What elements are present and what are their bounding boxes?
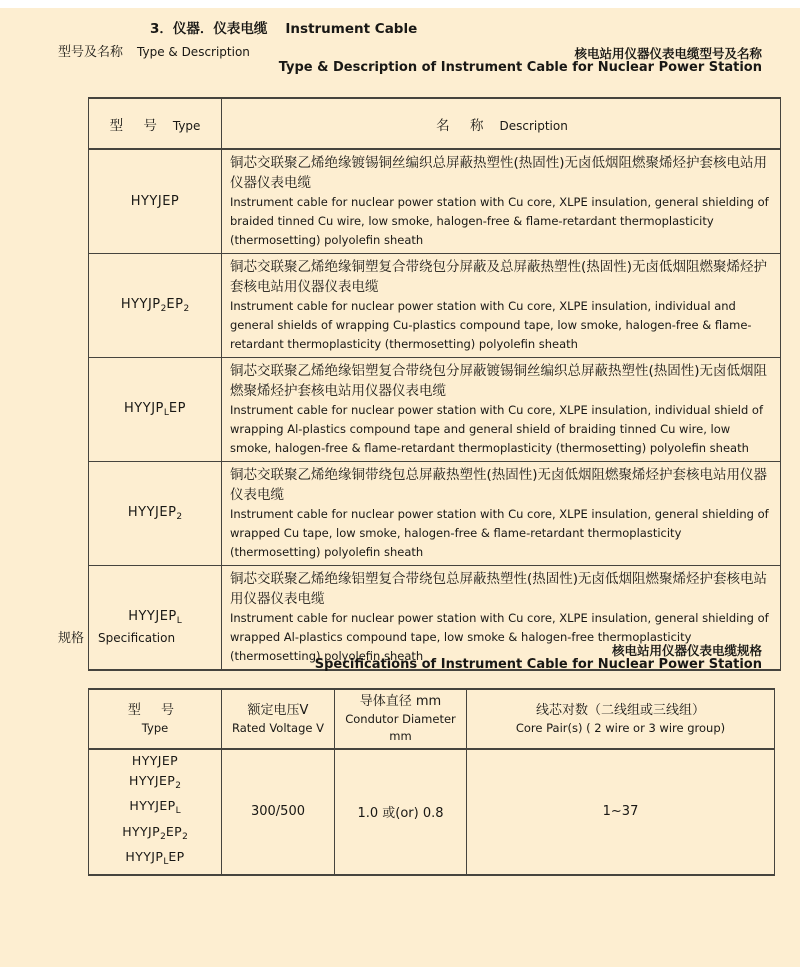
table-header-row — [89, 689, 775, 749]
section2-subtitle-en: Specifications of Instrument Cable for Nuclear Power Station — [314, 657, 762, 672]
page-title-en: Instrument Cable — [285, 21, 418, 37]
description-header-cn: 名 称 — [436, 117, 492, 134]
spec-data-row — [89, 749, 775, 875]
section1-subtitle-en: Type & Description of Instrument Cable for Nuclear Power Station — [278, 60, 762, 75]
section2-label — [58, 627, 175, 646]
description-cn: 铜芯交联聚乙烯绝缘铜带绕包总屏蔽热塑性(热固性)无卤低烟阻燃聚烯烃护套核电站用仪器仪表电缆 — [230, 467, 768, 503]
spec-rated-voltage: 300/500 — [222, 749, 335, 875]
page-title-cn: 3．仪器．仪表电缆 — [150, 21, 268, 37]
specification-table — [88, 688, 775, 876]
table-header-row — [89, 98, 781, 149]
type-description-table — [88, 97, 781, 671]
section2-label-cn: 规格 — [58, 631, 85, 646]
cable-description — [222, 254, 781, 358]
page-title — [150, 17, 417, 37]
cable-description — [222, 149, 781, 254]
spec-header-type-cn: 型 号 — [127, 702, 183, 718]
spec-header-diameter — [335, 689, 467, 749]
spec-type: $HYYJEP_2$ — [129, 772, 181, 791]
spec-type: $HYYJP_LEP$ — [125, 849, 185, 867]
section1-label-cn: 型号及名称 — [58, 45, 124, 60]
cable-type: HYYJEP — [89, 149, 222, 254]
description-cn: 铜芯交联聚乙烯绝缘铝塑复合带绕包总屏蔽热塑性(热固性)无卤低烟阻燃聚烯烃护套核电站用仪器仪表电缆 — [230, 571, 768, 607]
section1-subtitle-cn: 核电站用仪器仪表电缆型号及名称 — [574, 46, 762, 61]
spec-header-core-pairs-cn: 线芯对数（二线组或三线组） — [535, 702, 705, 718]
type-header-cn: 型 号 — [109, 117, 165, 134]
description-header-en: Description — [499, 118, 568, 133]
spec-header-voltage — [222, 689, 335, 749]
description-en: Instrument cable for nuclear power station with Cu core, XLPE insulation, individual shield of wrapping Al-plastics compound tape and general shield of braiding tinned Cu wire, low smoke, halogen-free & flame-retardant thermoplasticity (thermosetting) polyolefin sheath — [230, 403, 764, 455]
table-row — [89, 462, 781, 566]
description-cn: 铜芯交联聚乙烯绝缘铜塑复合带绕包分屏蔽及总屏蔽热塑性(热固性)无卤低烟阻燃聚烯烃护套核电站用仪器仪表电缆 — [230, 259, 768, 295]
spec-type: HYYJEP — [131, 753, 179, 768]
spec-header-type-en: Type — [141, 720, 169, 735]
spec-conductor-diameter: 1.0 或(or) 0.8 — [335, 749, 467, 875]
description-cn: 铜芯交联聚乙烯绝缘镀锡铜丝编织总屏蔽热塑性(热固性)无卤低烟阻燃聚烯烃护套核电站用仪器仪表电缆 — [230, 155, 768, 191]
description-en: Instrument cable for nuclear power station with Cu core, XLPE insulation, general shielding of wrapped Al-plastics compound tape, low smoke & halogen-free thermoplasticity (thermosetting) polyolefin sheath — [230, 611, 769, 663]
cable-type: $HYYJP_LEP$ — [89, 358, 222, 462]
spec-header-diameter-cn: 导体直径 mm — [359, 694, 442, 709]
spec-type: $HYYJEP_L$ — [129, 798, 181, 816]
description-column-header — [222, 98, 781, 149]
description-en: Instrument cable for nuclear power station with Cu core, XLPE insulation, general shielding of braided tinned Cu wire, low smoke, halogen-free & flame-retardant thermoplasticity (thermosetting) polyolefin sheath — [230, 195, 769, 247]
cable-type: $HYYJEP_2$ — [89, 462, 222, 566]
cable-type: $HYYJP_2EP_2$ — [89, 254, 222, 358]
table-row — [89, 358, 781, 462]
type-column-header — [89, 98, 222, 149]
section2-label-en: Specification — [98, 631, 176, 645]
spec-header-core-pairs-en: Core Pair(s) ( 2 wire or 3 wire group) — [515, 720, 726, 735]
spec-header-diameter-en: Condutor Diameter mm — [345, 712, 456, 743]
cable-description — [222, 462, 781, 566]
description-en: Instrument cable for nuclear power station with Cu core, XLPE insulation, general shielding of wrapped Cu tape, low smoke, halogen-free & flame-retardant thermoplasticity (thermosetting) polyolefin sheath — [230, 507, 769, 559]
spec-header-voltage-cn: 额定电压V — [247, 702, 309, 718]
spec-header-type — [89, 689, 222, 749]
cable-type: $HYYJEP_L$ — [89, 566, 222, 671]
scan-edge — [0, 0, 800, 8]
cable-description — [222, 358, 781, 462]
spec-type-list — [89, 749, 222, 875]
section1-label-en: Type & Description — [137, 45, 250, 59]
type-header-en: Type — [172, 118, 201, 133]
description-cn: 铜芯交联聚乙烯绝缘铝塑复合带绕包分屏蔽镀锡铜丝编织总屏蔽热塑性(热固性)无卤低烟阻燃聚烯烃护套核电站用仪器仪表电缆 — [230, 363, 768, 399]
description-en: Instrument cable for nuclear power station with Cu core, XLPE insulation, individual and general shields of wrapping Cu-plastics compound tape, low smoke, halogen-free & flame-retardant thermoplasticity (thermosetting) polyolefin sheath — [230, 299, 752, 351]
spec-header-voltage-en: Rated Voltage V — [232, 720, 324, 735]
table-row — [89, 149, 781, 254]
spec-header-core-pairs — [467, 689, 775, 749]
section2-subtitle-cn: 核电站用仪器仪表电缆规格 — [611, 643, 762, 658]
table-row — [89, 254, 781, 358]
section1-label — [58, 41, 250, 60]
spec-core-pairs: 1~37 — [467, 749, 775, 875]
spec-type: $HYYJP_2EP_2$ — [122, 823, 188, 842]
